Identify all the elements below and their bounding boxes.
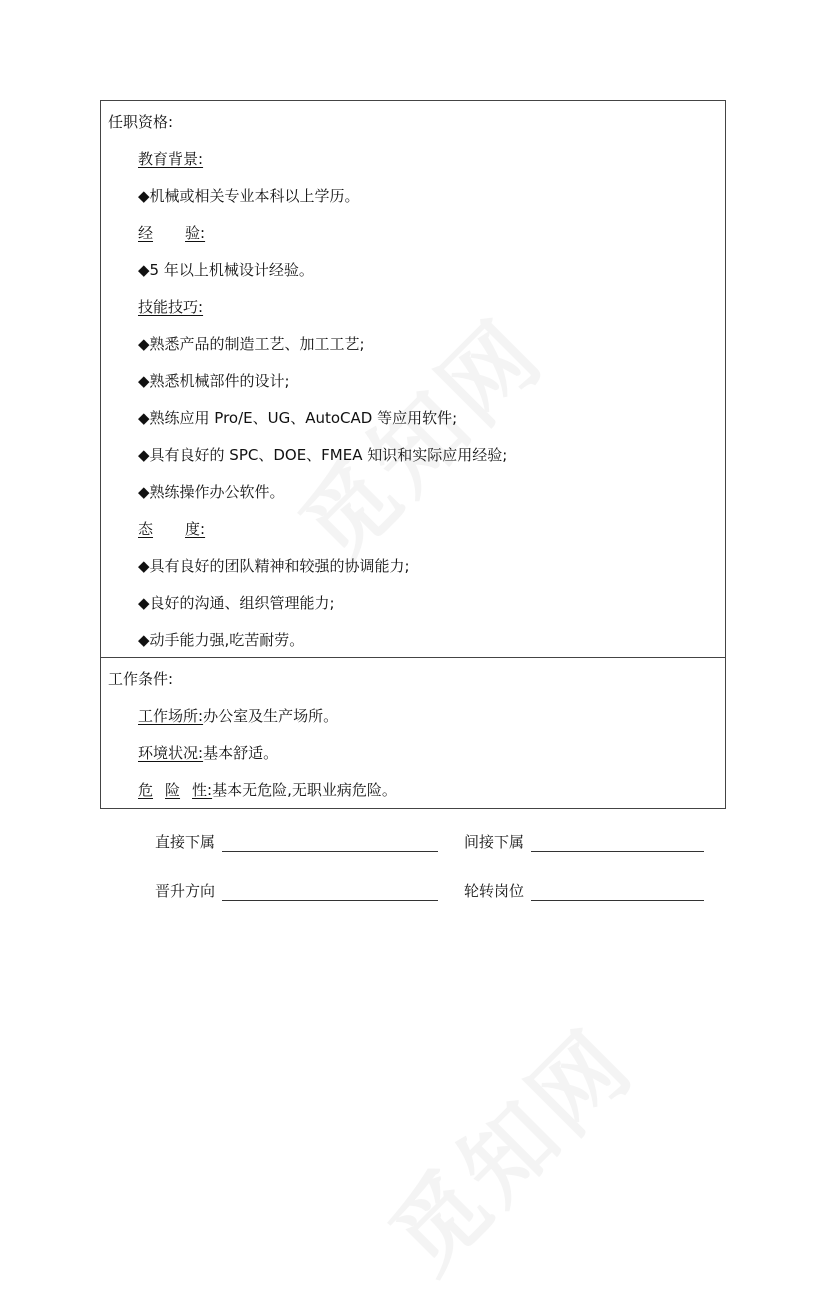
promotion-direction-field[interactable] <box>222 900 438 901</box>
list-item: ◆熟悉产品的制造工艺、加工工艺; <box>138 335 365 353</box>
risk-label: 危 险 性: <box>138 781 213 799</box>
indirect-subordinate-label: 间接下属 <box>464 833 525 851</box>
attitude-label: 态 度: <box>138 520 206 538</box>
skills-label: 技能技巧: <box>138 298 204 316</box>
direct-subordinate-field[interactable] <box>222 851 438 852</box>
rotation-position-field[interactable] <box>531 900 704 901</box>
education-label: 教育背景: <box>138 150 204 168</box>
environment-row <box>138 743 278 763</box>
risk-row <box>138 780 397 800</box>
risk-value: 基本无危险,无职业病危险。 <box>212 781 397 799</box>
workplace-label: 工作场所: <box>138 707 204 725</box>
direct-subordinate-label: 直接下属 <box>155 833 216 851</box>
list-item: ◆具有良好的团队精神和较强的协调能力; <box>138 557 410 575</box>
list-item: ◆5 年以上机械设计经验。 <box>138 261 314 279</box>
list-item: ◆良好的沟通、组织管理能力; <box>138 594 335 612</box>
workplace-row <box>138 706 338 726</box>
environment-label: 环境状况: <box>138 744 204 762</box>
conditions-heading: 工作条件: <box>108 670 174 688</box>
list-item: ◆具有良好的 SPC、DOE、FMEA 知识和实际应用经验; <box>138 446 508 464</box>
indirect-subordinate-field[interactable] <box>531 851 704 852</box>
list-item: ◆动手能力强,吃苦耐劳。 <box>138 631 305 649</box>
rotation-position-label: 轮转岗位 <box>464 882 525 900</box>
list-item: ◆熟练应用 Pro/E、UG、AutoCAD 等应用软件; <box>138 409 458 427</box>
list-item: ◆熟悉机械部件的设计; <box>138 372 290 390</box>
workplace-value: 办公室及生产场所。 <box>203 707 339 725</box>
conditions-section <box>100 657 726 809</box>
qualifications-heading: 任职资格: <box>108 113 174 131</box>
promotion-direction-label: 晋升方向 <box>155 882 216 900</box>
list-item: ◆熟练操作办公软件。 <box>138 483 285 501</box>
experience-label: 经 验: <box>138 224 206 242</box>
qualifications-section <box>100 100 726 658</box>
watermark <box>356 995 657 1296</box>
environment-value: 基本舒适。 <box>203 744 279 762</box>
list-item: ◆机械或相关专业本科以上学历。 <box>138 187 360 205</box>
